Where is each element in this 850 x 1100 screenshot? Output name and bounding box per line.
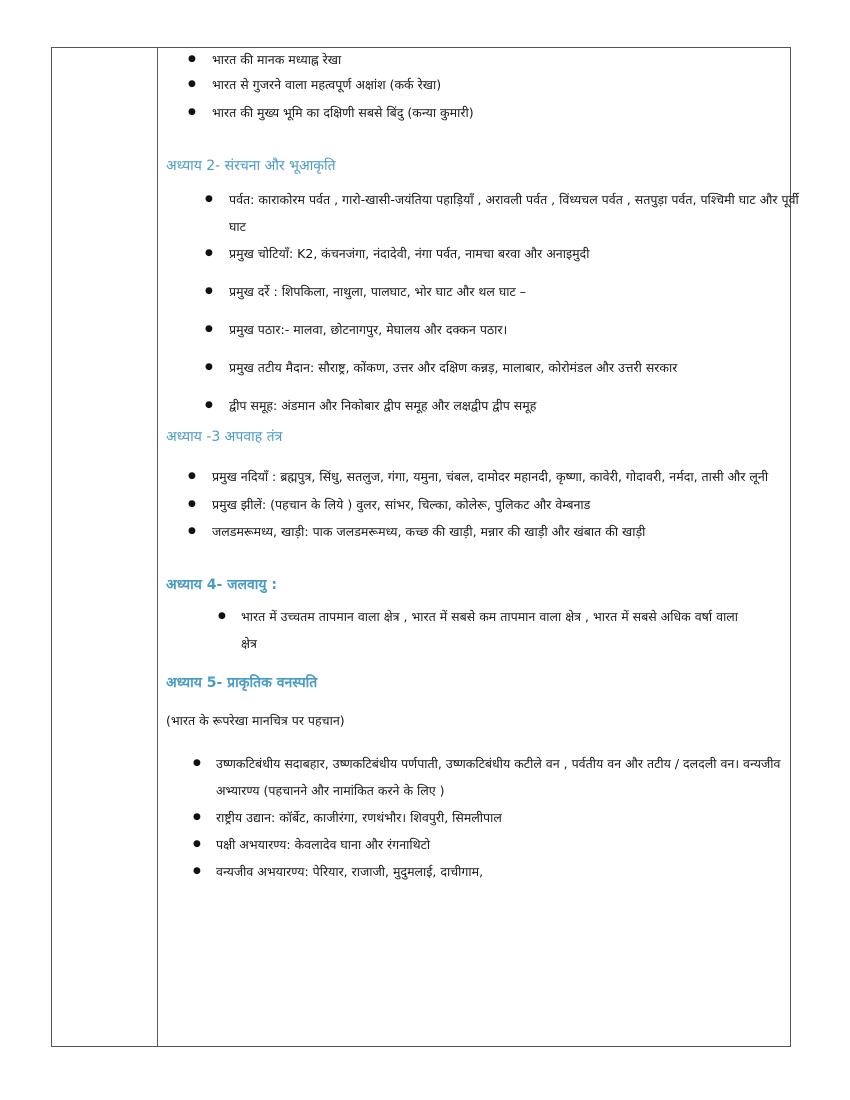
list-item: ● पर्वत: काराकोरम पर्वत , गारो-खासी-जयंतिया पहाड़ियाँ , अरावली पर्वत , विंध्यचल पर्वत , सतपुड़ा पर्वत, पश्चिमी घाट और पूर्वी घाट <box>166 186 801 240</box>
list-item: ● राष्ट्रीय उद्यान: कॉर्बेट, काजीरंगा, रणथंभौर। शिवपुरी, सिमलीपाल <box>166 804 786 831</box>
list-item: ● वन्यजीव अभयारण्य: पेरियार, राजाजी, मुदुमलाई, दाचीगाम, <box>166 858 786 885</box>
list-item: ● प्रमुख नदियाँ : ब्रह्मपुत्र, सिंधु, सतलुज, गंगा, यमुना, चंबल, दामोदर महानदी, कृष्णा, कावेरी, गोदावरी, नर्मदा, तासी और लूनी <box>166 463 776 490</box>
list-item: ● भारत की मानक मध्याह्न रेखा <box>166 50 786 75</box>
chapter-5-note: (भारत के रूपरेखा मानचित्र पर पहचान) <box>166 713 345 728</box>
list-item: ● द्वीप समूह: अंडमान और निकोबार द्वीप समूह और लक्षद्वीप द्वीप समूह <box>166 396 786 415</box>
list-item: ● प्रमुख चोटियाँ: K2, कंचनजंगा, नंदादेवी, नंगा पर्वत, नामचा बरवा और अनाइमुदी <box>166 244 786 263</box>
chapter-4-list <box>166 603 786 657</box>
list-item: ● भारत से गुजरने वाला महत्वपूर्ण अक्षांश (कर्क रेखा) <box>166 75 786 103</box>
list-item: ● भारत की मुख्य भूमि का दक्षिणी सबसे बिंदु (कन्या कुमारी) <box>166 103 786 122</box>
list-item: ● प्रमुख पठार:- मालवा, छोटनागपुर, मेघालय और दक्कन पठार। <box>166 320 786 339</box>
chapter-3-heading: अध्याय -3 अपवाह तंत्र <box>166 429 283 445</box>
list-item: ● पक्षी अभयारण्य: केवलादेव घाना और रंगनाथिटो <box>166 831 786 858</box>
intro-list <box>166 50 786 122</box>
chapter-2-list <box>166 186 799 415</box>
list-item: ● भारत में उच्चतम तापमान वाला क्षेत्र , भारत में सबसे कम तापमान वाला क्षेत्र , भारत में सबसे अधिक वर्षा वाला क्षेत्र <box>166 603 756 657</box>
list-item: ● उष्णकटिबंधीय सदाबहार, उष्णकटिबंधीय पर्णपाती, उष्णकटिबंधीय कटीले वन , पर्वतीय वन और तटीय / दलदली वन। वन्यजीव अभ्यारण्य (पहचानने और नामांकित करने के लिए ) <box>166 750 786 804</box>
chapter-5-heading: अध्याय 5- प्राकृतिक वनस्पति <box>166 675 318 691</box>
chapter-5-list <box>166 750 786 885</box>
chapter-3-list <box>166 463 786 545</box>
list-item: ● जलडमरूमध्य, खाड़ी: पाक जलडमरूमध्य, कच्छ की खाड़ी, मन्नार की खाड़ी और खंबात की खाड़ी <box>166 518 786 545</box>
column-divider <box>157 47 158 1047</box>
chapter-2-heading: अध्याय 2- संरचना और भूआकृति <box>166 158 336 174</box>
chapter-4-heading: अध्याय 4- जलवायु : <box>166 577 278 593</box>
list-item: ● प्रमुख दर्रे : शिपकिला, नाथुला, पालघाट, भोर घाट और थल घाट – <box>166 282 786 301</box>
list-item: ● प्रमुख तटीय मैदान: सौराष्ट्र, कोंकण, उत्तर और दक्षिण कन्नड़, मालाबार, कोरोमंडल और उत्तरी सरकार <box>166 358 786 377</box>
content-column <box>166 47 799 885</box>
list-item: ● प्रमुख झीलें: (पहचान के लिये ) वुलर, सांभर, चिल्का, कोलेरू, पुलिकट और वेम्बनाड <box>166 491 786 518</box>
